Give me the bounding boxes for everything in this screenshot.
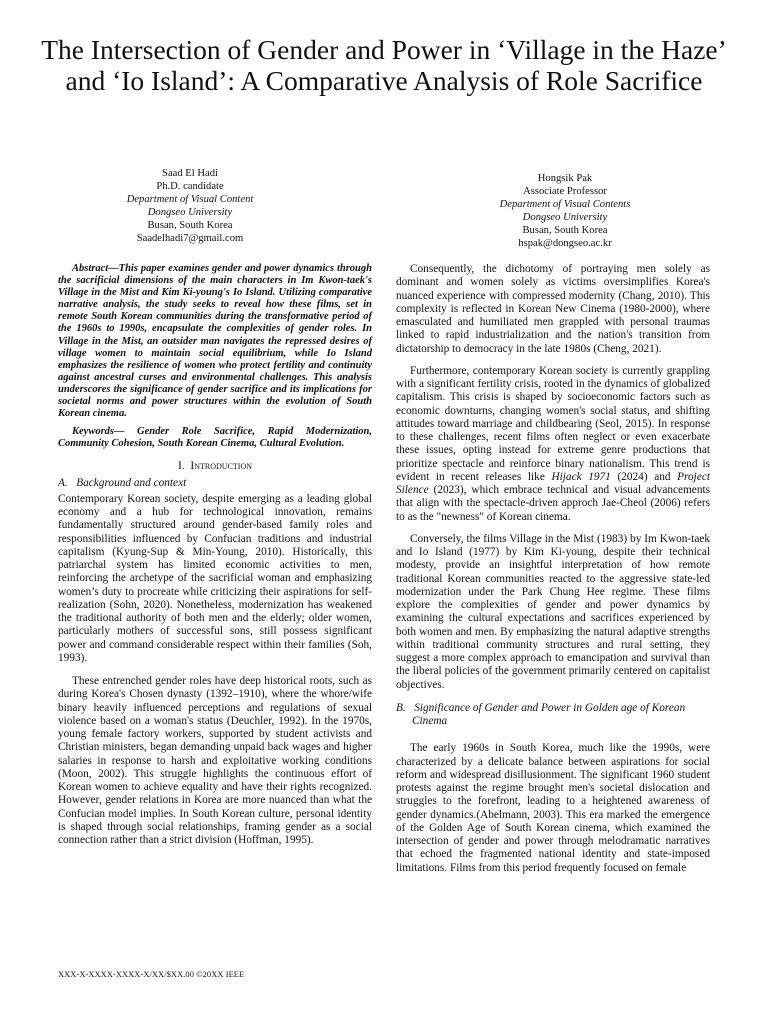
author-department: Department of Visual Content <box>126 194 254 205</box>
copyright-footer: XXX-X-XXXX-XXXX-X/XX/$XX.00 ©20XX IEEE <box>58 970 245 979</box>
author-location: Busan, South Korea <box>147 220 233 231</box>
keywords: Keywords— Gender Role Sacrifice, Rapid Modernization, Community Cohesion, South Korean Cinema, Cultural Evolution. <box>58 426 372 450</box>
film-title: Hijack 1971 <box>551 470 611 483</box>
author-block-2 <box>465 172 665 250</box>
author-email: hspak@dongseo.ac.kr <box>518 238 612 249</box>
subsection-heading-background <box>58 477 372 490</box>
author-university: Dongseo University <box>147 207 233 218</box>
subsection-letter: B. <box>396 701 406 714</box>
author-name: Hongsik Pak <box>537 173 593 184</box>
paragraph-text: Furthermore, contemporary Korean society is currently grappling with a significant fertility crisis, rooted in the dynamics of globalized capitalism. This crisis is shaped by socioeconomic factors such as economic downturns, changing women's social status, and shifting attitudes toward marriage and childbearing (Seol, 2015). In response to these challenges, recent films often neglect or even exacerbate these issues, opting instead for extreme genre productions that prioritize spectacle and reinforce binary nationalism. This trend is evident in recent releases like <box>396 364 710 483</box>
paragraph-text: (2024) and <box>610 470 678 483</box>
paragraph: These entrenched gender roles have deep historical roots, such as during Korea's Chosen dynasty (1392–1910), where the whore/wife binary heavily influenced perceptions and regulations of sexual violence based on a woman's status (Deuchler, 1992). In the 1970s, young female factory workers, supported by student activists and Christian ministers, began demanding unpaid back wages and higher salaries in response to harsh and exploitative working conditions (Moon, 2002). This struggle highlights the continuous effort of Korean women to achieve equality and have their rights recognized. However, gender relations in Korea are more nuanced than what the Confucian model implies. In South Korean culture, personal identity is shaped through social relationships, framing gender as a social connection rather than a strict division (Hoffman, 1995). <box>58 675 372 847</box>
author-location: Busan, South Korea <box>522 225 608 236</box>
section-title: Introduction <box>190 460 253 473</box>
section-heading-introduction <box>58 460 372 473</box>
author-position: Ph.D. candidate <box>156 181 224 192</box>
author-position: Associate Professor <box>523 186 607 197</box>
paper-title: The Intersection of Gender and Power in ‘Village in the Haze’ and ‘Io Island’: A Comparative Analysis of Role Sacrifice <box>41 34 727 96</box>
paragraph: Consequently, the dichotomy of portraying men solely as dominant and women solely as victims oversimplifies Korea's nuanced experience with compressed modernity (Chang, 2010). This complexity is reflected in Korean New Cinema (1980-2000), where emasculated and humiliated men grappled with personal traumas linked to rapid industrialization and the nation's transition from dictatorship to democracy in the late 1980s (Cheng, 2021). <box>396 263 710 355</box>
paragraph <box>396 365 710 524</box>
left-column <box>58 263 372 847</box>
subsection-title: Background and context <box>76 476 187 489</box>
paragraph-text: (2023), which embrace technical and visual advancements that align with the spectacle-driven approch Jae-Cheol (2006) refers to as the "newness" of Korean cinema. <box>396 484 710 523</box>
film-title: Project Silence <box>396 470 710 496</box>
paragraph: Contemporary Korean society, despite emerging as a leading global economy and a hub for technological innovation, remains fundamentally structured around gender-based family roles and responsibilities influenced by Confucian traditions and industrial capitalism (Kyung-Sup & Min-Young, 2010). Historically, this patriarchal system has limited economic activities to men, reinforcing the archetype of the sacrificial woman and emphasizing women’s duty to procreate while criticizing their aspirations for self-realization (Sohn, 2020). Nonetheless, modernization has weakened the traditional authority of both men and the elderly; older women, particularly mothers of successful sons, still possess significant power and command considerable respect within their families (Soh, 1993). <box>58 492 372 664</box>
abstract: Abstract—This paper examines gender and power dynamics through the sacrificial dimensions of the main characters in Im Kwon-taek's Village in the Mist and Kim Ki-young's Io Island. Utilizing comparative narrative analysis, the study seeks to reveal how these films, set in remote South Korean communities during the transformative period of the 1960s to 1990s, encapsulate the complexities of gender roles. In Village in the Mist, an outsider man navigates the repressed desires of village women to maintain social equilibrium, while Io Island emphasizes the resilience of women who protect fertility and continuity against ancestral curses and environmental challenges. This analysis underscores the significance of gender sacrifice and its implications for societal norms and power structures within the evolution of South Korean cinema. <box>58 263 372 420</box>
author-block-1 <box>90 167 290 245</box>
subsection-title: Significance of Gender and Power in Golden age of Korean Cinema <box>412 701 686 727</box>
author-email: Saadelhadi7@gmail.com <box>136 233 244 244</box>
author-department: Department of Visual Contents <box>499 199 631 210</box>
right-column <box>396 263 710 875</box>
paragraph: Conversely, the films Village in the Mist (1983) by Im Kwon-taek and Io Island (1977) by Kim Ki-young, despite their technical modesty, provide an insightful interpretation of how remote traditional Korean communities reacted to the aggressive state-led modernization under the Park Chung Hee regime. These films explore the complexities of gender and power dynamics by examining the cultural expectations and sacrifices experienced by both women and men. By emphasizing the natural adaptive strengths within traditional community structures and rural setting, they suggest a more complex approach to emancipation and survival than the liberal policies of the government primarily centered on capitalist objectives. <box>396 532 710 691</box>
author-name: Saad El Hadi <box>162 168 218 179</box>
paragraph: The early 1960s in South Korea, much like the 1990s, were characterized by a delicate balance between aspirations for social reform and widespread disillusionment. The significant 1960 student protests against the regime brought men's societal dislocation and struggles to the forefront, leading to a heightened awareness of gender dynamics.(Abelmann, 2003). This era marked the emergence of the Golden Age of South Korean cinema, which examined the intersection of gender and power through melodramatic narratives that echoed the fragmented national identity and state-imposed limitations. Films from this period frequently focused on female <box>396 742 710 874</box>
author-university: Dongseo University <box>522 212 608 223</box>
subsection-heading-significance <box>396 702 710 729</box>
section-number: I. <box>177 460 185 473</box>
subsection-letter: A. <box>58 476 68 489</box>
